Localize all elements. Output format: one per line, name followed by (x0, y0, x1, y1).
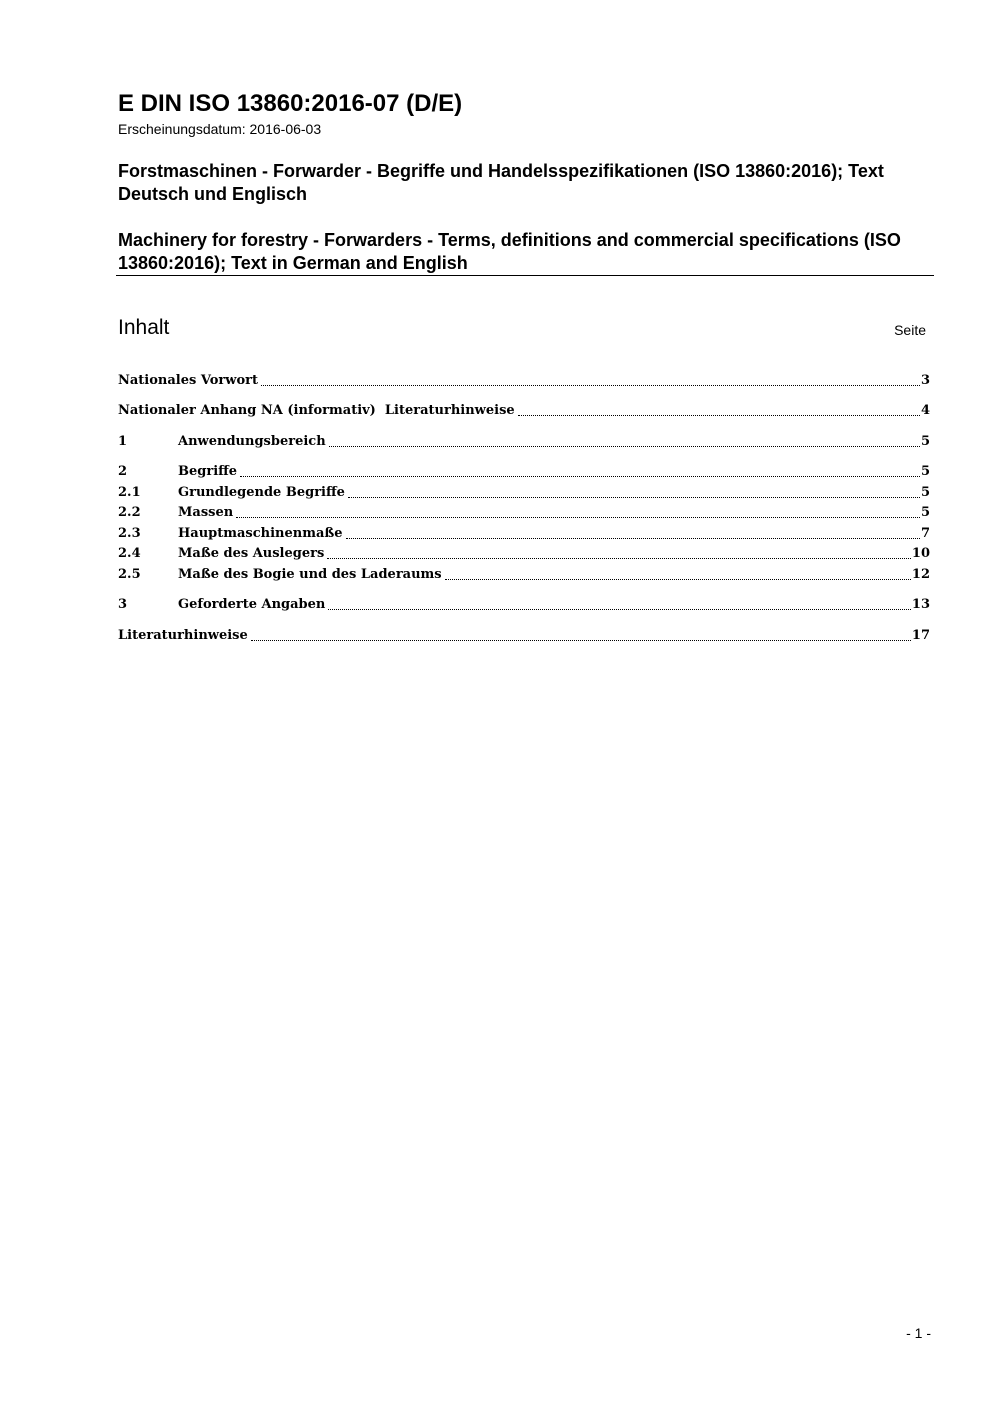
toc-dot-leader (346, 538, 920, 539)
toc-entry-page: 12 (911, 567, 930, 582)
toc-entry-number: 2.2 (118, 505, 141, 520)
toc-dot-leader (327, 558, 911, 559)
toc-entry-section-2-4[interactable] (118, 544, 930, 563)
toc-dot-leader (261, 385, 920, 386)
publication-date: Erscheinungsdatum: 2016-06-03 (118, 121, 322, 137)
toc-entry-section-2-3[interactable] (118, 524, 930, 543)
toc-entry-page: 5 (920, 485, 930, 500)
toc-dot-leader (329, 446, 920, 447)
toc-dot-leader (518, 415, 920, 416)
toc-entry-title: Nationaler Anhang NA (informativ) Literaturhinweise (118, 403, 515, 418)
toc-entry-page: 5 (920, 464, 930, 479)
toc-entry-number: 2.1 (118, 485, 141, 500)
toc-entry-section-2-2[interactable] (118, 503, 930, 522)
toc-entry-page: 13 (911, 597, 930, 612)
toc-entry-title: Grundlegende Begriffe (178, 485, 345, 500)
toc-entry-title: Maße des Auslegers (178, 546, 325, 561)
toc-entry-number: 3 (118, 597, 128, 612)
title-english: Machinery for forestry - Forwarders - Terms, definitions and commercial specifications (ISO 13860:2016); Text in German and English (118, 230, 901, 273)
toc-entry-page: 17 (911, 628, 930, 643)
toc-dot-leader (251, 640, 911, 641)
toc-entry-section-1[interactable] (118, 432, 930, 451)
toc-entry-title: Anwendungsbereich (178, 434, 326, 449)
document-id: E DIN ISO 13860:2016-07 (D/E) (118, 90, 463, 117)
toc-dot-leader (236, 517, 920, 518)
toc-entry-national-annex[interactable] (118, 401, 930, 420)
toc-dot-leader (445, 579, 911, 580)
toc-entry-title: Massen (178, 505, 234, 520)
toc-entry-number: 2.3 (118, 526, 141, 541)
toc-heading: Inhalt (118, 316, 170, 339)
toc-entry-page: 5 (920, 505, 930, 520)
toc-entry-page: 4 (920, 403, 930, 418)
toc-entry-title: Geforderte Angaben (178, 597, 326, 612)
toc-entry-number: 2.4 (118, 546, 141, 561)
toc-entry-section-2-1[interactable] (118, 483, 930, 502)
toc-entry-national-foreword[interactable] (118, 371, 930, 390)
toc-entry-title: Begriffe (178, 464, 238, 479)
toc-entry-number: 2.5 (118, 567, 141, 582)
toc-entry-title: Literaturhinweise (118, 628, 248, 643)
toc-entry-number: 2 (118, 464, 128, 479)
toc-entry-page: 7 (920, 526, 930, 541)
toc-entry-title: Hauptmaschinenmaße (178, 526, 343, 541)
toc-entry-number: 1 (118, 434, 128, 449)
toc-dot-leader (348, 497, 920, 498)
toc-entry-page: 5 (920, 434, 930, 449)
toc-entry-page: 10 (911, 546, 930, 561)
toc-entry-title: Maße des Bogie und des Laderaums (178, 567, 442, 582)
toc-entry-section-3[interactable] (118, 595, 930, 614)
header-divider (116, 275, 934, 276)
toc-entry-section-2-5[interactable] (118, 565, 930, 584)
title-german: Forstmaschinen - Forwarder - Begriffe und Handelsspezifikationen (ISO 13860:2016); Text Deutsch und Englisch (118, 161, 884, 204)
toc-entry-section-2[interactable] (118, 462, 930, 481)
toc-page-column-label: Seite (894, 322, 926, 338)
toc-entry-page: 3 (920, 373, 930, 388)
toc-entry-title: Nationales Vorwort (118, 373, 258, 388)
toc-dot-leader (240, 476, 920, 477)
toc-entry-bibliography[interactable] (118, 626, 930, 645)
toc-dot-leader (328, 609, 911, 610)
page-number: - 1 - (906, 1325, 931, 1341)
